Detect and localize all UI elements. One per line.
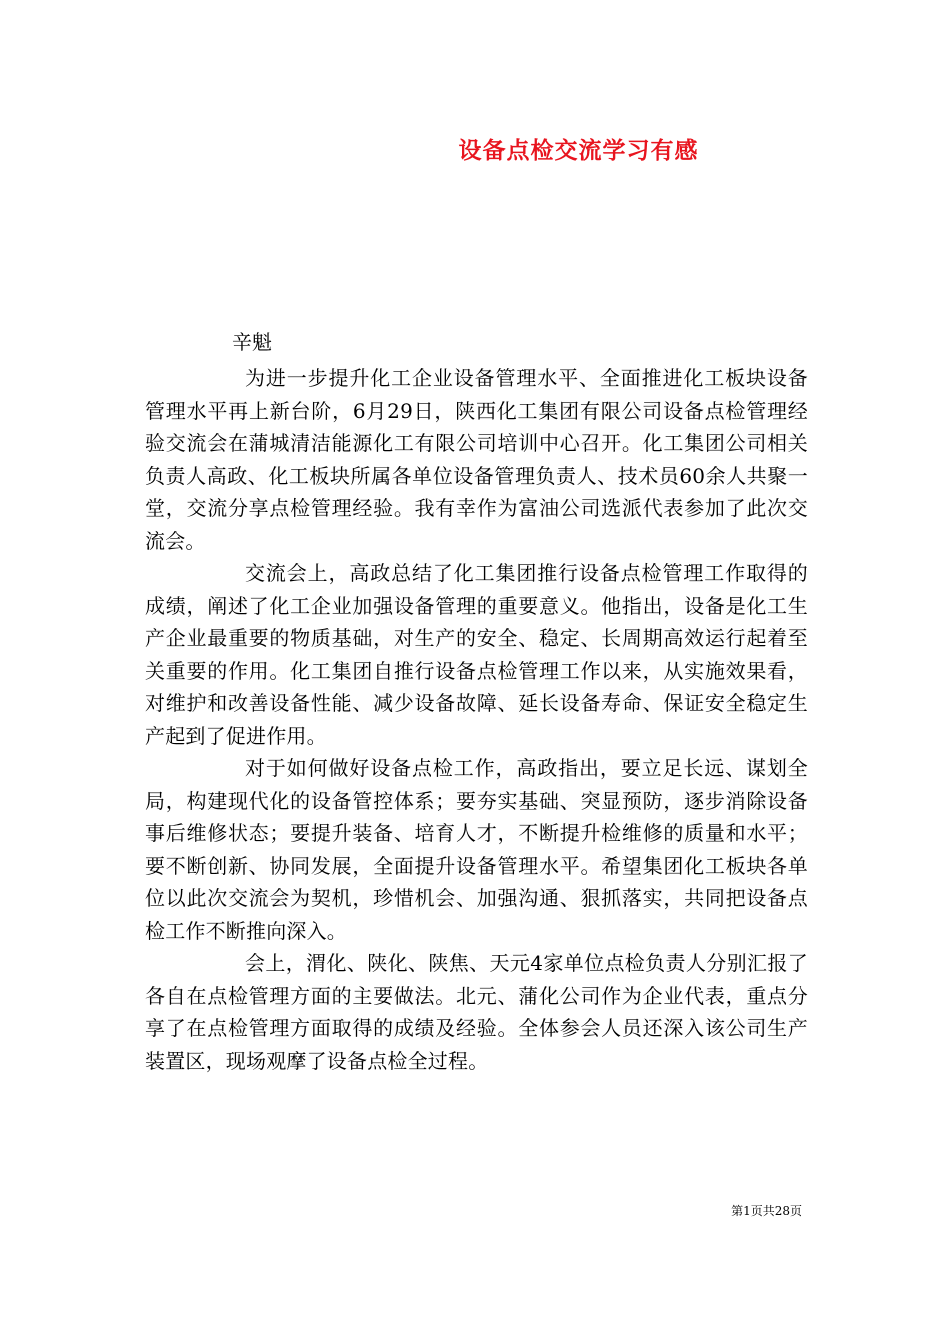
document-body xyxy=(145,362,808,1077)
author-name: 辛魁 xyxy=(232,330,272,354)
paragraph: 对于如何做好设备点检工作，高政指出，要立足长远、谋划全局，构建现代化的设备管控体系；要夯实基础、突显预防，逐步消除设备事后维修状态；要提升装备、培育人才，不断提升检维修的质量和水平；要不断创新、协同发展，全面提升设备管理水平。希望集团化工板块各单位以此次交流会为契机，珍惜机会、加强沟通、狠抓落实，共同把设备点检工作不断推向深入。 xyxy=(145,756,808,943)
paragraph: 交流会上，高政总结了化工集团推行设备点检管理工作取得的成绩，阐述了化工企业加强设备管理的重要意义。他指出，设备是化工生产企业最重要的物质基础，对生产的安全、稳定、长周期高效运行起着至关重要的作用。化工集团自推行设备点检管理工作以来，从实施效果看，对维护和改善设备性能、减少设备故障、延长设备寿命、保证安全稳定生产起到了促进作用。 xyxy=(145,561,808,748)
paragraph: 为进一步提升化工企业设备管理水平、全面推进化工板块设备管理水平再上新台阶，6月29日，陕西化工集团有限公司设备点检管理经验交流会在蒲城清洁能源化工有限公司培训中心召开。化工集团公司相关负责人高政、化工板块所属各单位设备管理负责人、技术员60余人共聚一堂，交流分享点检管理经验。我有幸作为富油公司选派代表参加了此次交流会。 xyxy=(145,366,808,553)
paragraph: 会上，渭化、陕化、陕焦、天元4家单位点检负责人分别汇报了各自在点检管理方面的主要做法。北元、蒲化公司作为企业代表，重点分享了在点检管理方面取得的成绩及经验。全体参会人员还深入该公司生产装置区，现场观摩了设备点检全过程。 xyxy=(145,951,808,1073)
document-title: 设备点检交流学习有感 xyxy=(458,137,699,164)
page-number-footer: 第1页共28页 xyxy=(731,1204,802,1218)
